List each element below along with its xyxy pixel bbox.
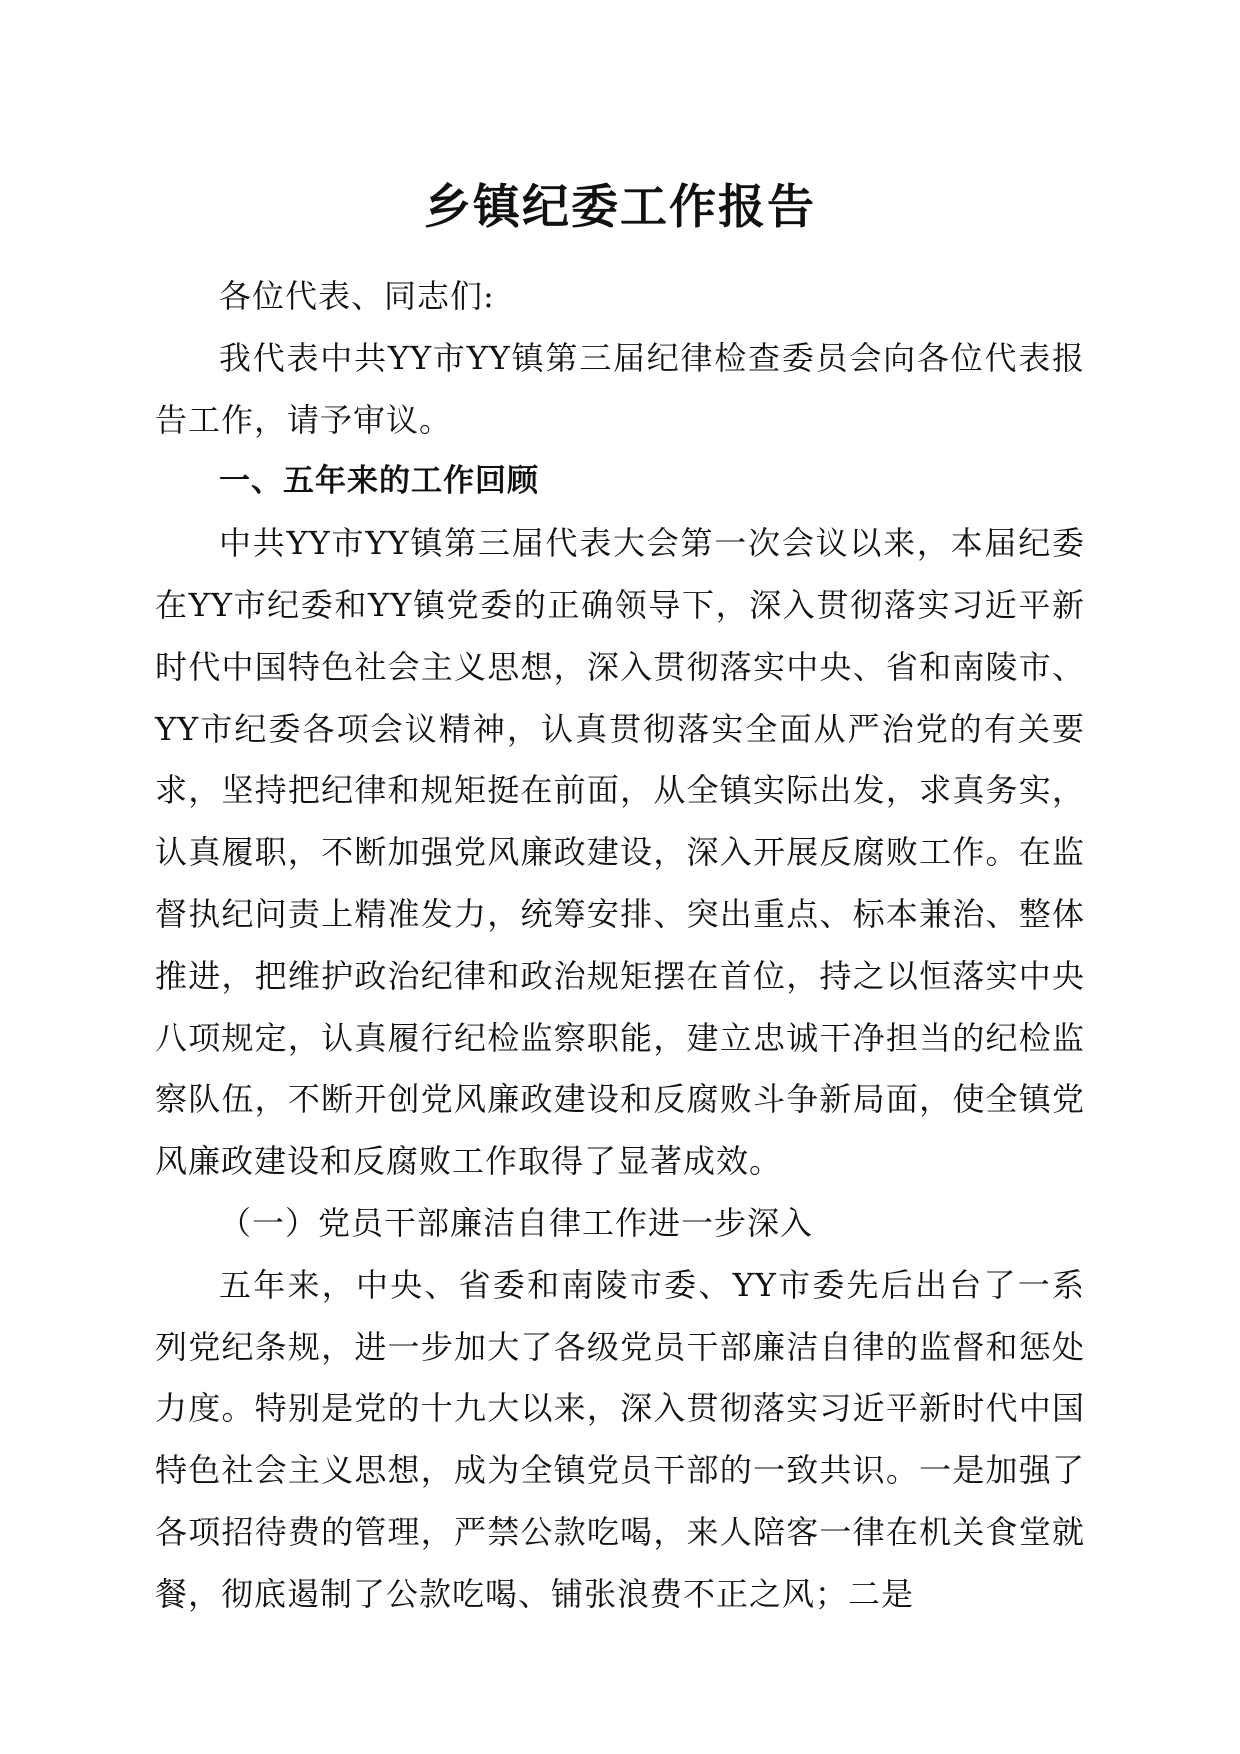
intro-paragraph: 我代表中共YY市YY镇第三届纪律检查委员会向各位代表报告工作，请予审议。 <box>155 338 1085 439</box>
section-heading: 一、五年来的工作回顾 <box>219 463 539 500</box>
body-paragraph: 中共YY市YY镇第三届代表大会第一次会议以来，本届纪委在YY市纪委和YY镇党委的正确领导下，深入贯彻落实习近平新时代中国特色社会主义思想，深入贯彻落实中央、省和南陵市、YY市纪委各项会议精神，认真贯彻落实全面从严治党的有关要求，坚持把纪律和规矩挺在前面，从全镇实际出发，求真务实，认真履职，不断加强党风廉政建设，深入开展反腐败工作。在监督执纪问责上精准发力，统筹安排、突出重点、标本兼治、整体推进，把维护政治纪律和政治规矩摆在首位，持之以恒落实中央八项规定，认真履行纪检监察职能，建立忠诚干净担当的纪检监察队伍，不断开创党风廉政建设和反腐败斗争新局面，使全镇党风廉政建设和反腐败工作取得了显著成效。 <box>155 524 1085 1181</box>
subsection-heading: （一）党员干部廉洁自律工作进一步深入 <box>219 1203 814 1242</box>
document-title: 乡镇纪委工作报告 <box>424 180 816 235</box>
salutation: 各位代表、同志们: <box>219 277 495 315</box>
body-paragraph: 五年来，中央、省委和南陵市委、YY市委先后出台了一系列党纪条规，进一步加大了各级党员干部廉洁自律的监督和惩处力度。特别是党的十九大以来，深入贯彻落实习近平新时代中国特色社会主义思想，成为全镇党员干部的一致共识。一是加强了各项招待费的管理，严禁公款吃喝，来人陪客一律在机关食堂就餐，彻底遏制了公款吃喝、铺张浪费不正之风；二是 <box>155 1265 1085 1613</box>
document-body <box>155 266 1085 1626</box>
